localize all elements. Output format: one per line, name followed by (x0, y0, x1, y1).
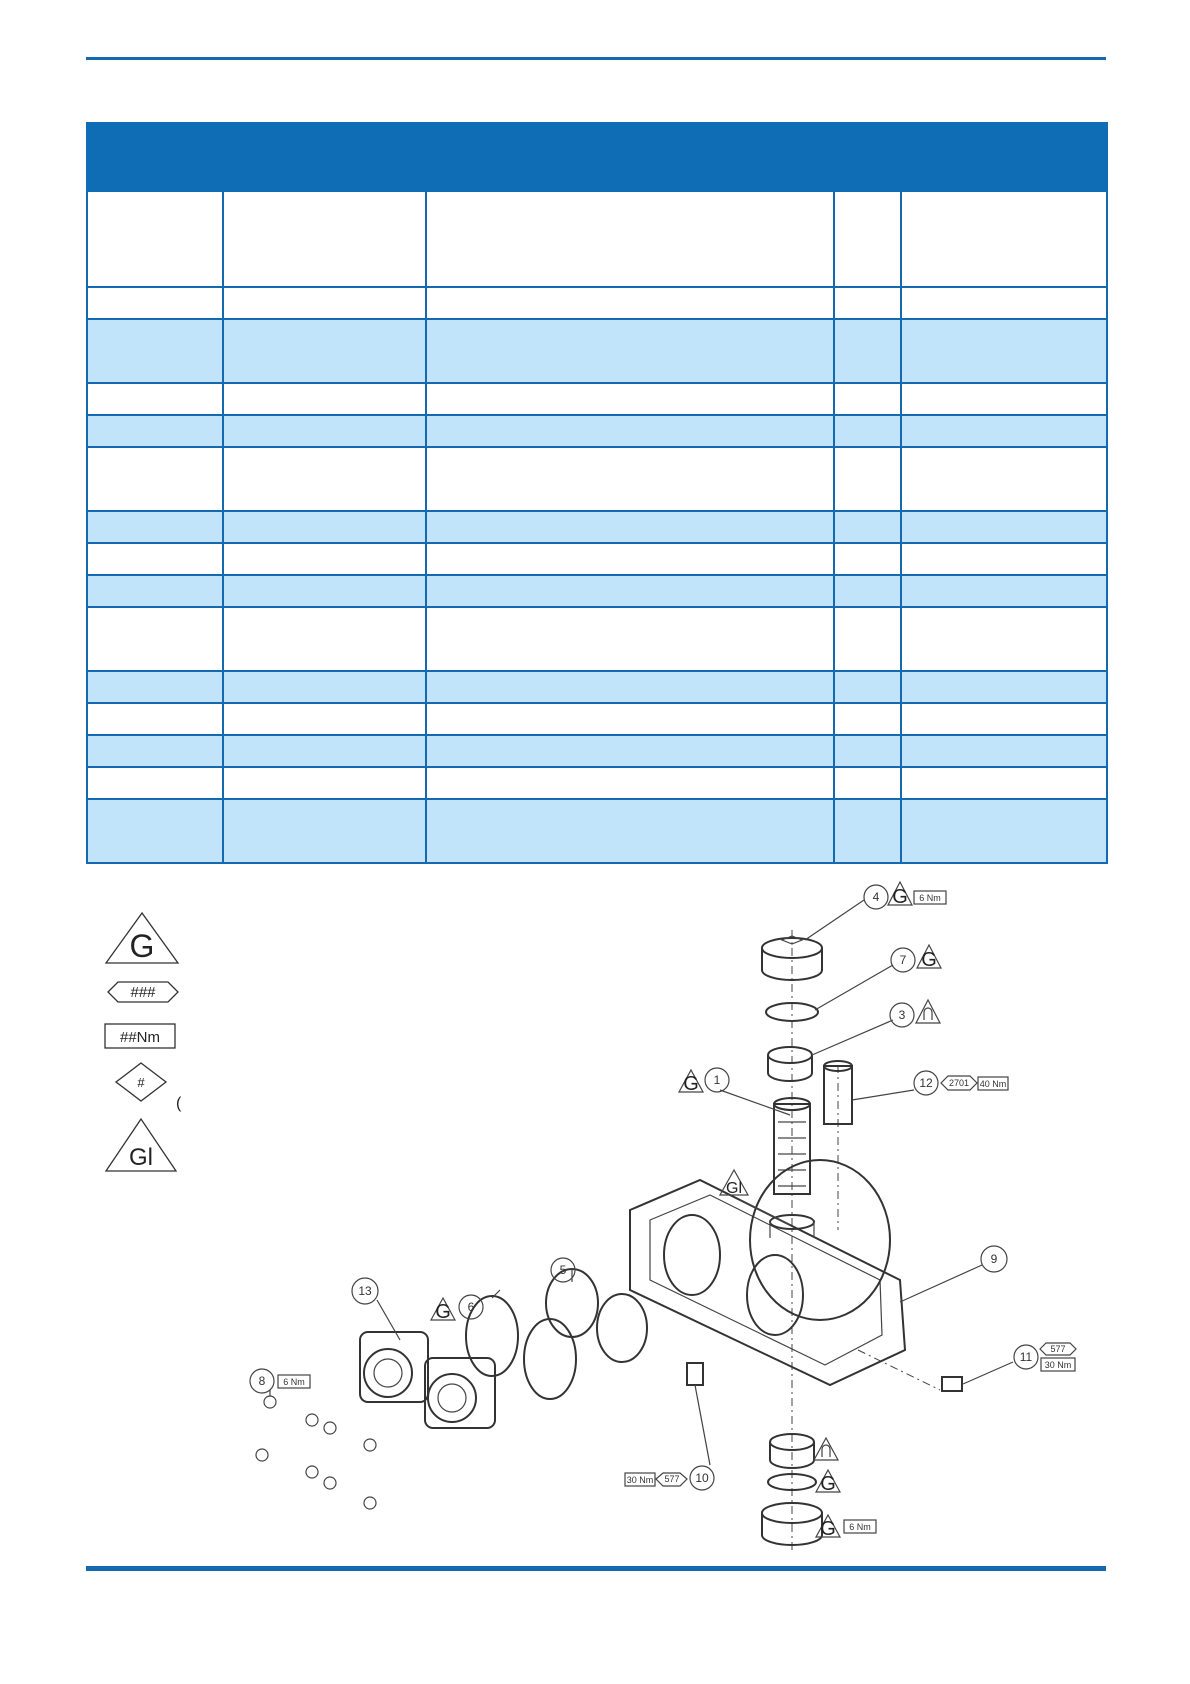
svg-text:G: G (435, 1301, 451, 1323)
svg-text:G: G (129, 928, 155, 964)
callout-8 (250, 1369, 310, 1393)
svg-text:4: 4 (872, 890, 880, 904)
callout-11 (1014, 1343, 1076, 1371)
svg-text:11: 11 (1019, 1350, 1033, 1364)
svg-text:13: 13 (358, 1284, 372, 1298)
top-rule (86, 57, 1106, 60)
magnet-part-icon (768, 1047, 812, 1081)
flange-connector-icon (360, 1332, 495, 1428)
stray-mark: ( (176, 1095, 182, 1112)
table-row (87, 191, 1107, 287)
svg-text:12: 12 (919, 1076, 933, 1090)
table-row (87, 415, 1107, 447)
plug-part-icon (687, 1363, 703, 1385)
seal-ring-icon (524, 1319, 576, 1399)
screw-set-icon (256, 1396, 376, 1509)
table-row (87, 671, 1107, 703)
table-row (87, 383, 1107, 415)
svg-text:10: 10 (695, 1471, 709, 1485)
svg-text:7: 7 (899, 953, 907, 967)
svg-text:6 Nm: 6 Nm (849, 1522, 871, 1532)
diaphragm-disc-icon (597, 1294, 647, 1362)
parts-table (86, 122, 1108, 864)
svg-text:###: ### (130, 984, 156, 1001)
svg-text:40 Nm: 40 Nm (979, 1079, 1007, 1089)
svg-text:1: 1 (713, 1073, 721, 1087)
table-row (87, 543, 1107, 575)
bottom-symbols (814, 1438, 876, 1540)
header-cell (901, 123, 1107, 191)
svg-text:3: 3 (898, 1008, 906, 1022)
table-row (87, 319, 1107, 383)
table-row (87, 735, 1107, 767)
callout-4 (864, 882, 946, 909)
svg-text:30 Nm: 30 Nm (626, 1475, 654, 1485)
magnet-icon (916, 1000, 940, 1023)
svg-text:2701: 2701 (948, 1078, 970, 1088)
header-cell (223, 123, 426, 191)
svg-text:G: G (683, 1073, 699, 1095)
table-row (87, 511, 1107, 543)
table-row (87, 799, 1107, 863)
svg-text:G: G (892, 886, 908, 908)
svg-text:577: 577 (1050, 1344, 1066, 1354)
table-row (87, 447, 1107, 511)
plug-part-icon (942, 1377, 962, 1391)
grease-triangle-icon (106, 913, 178, 964)
callout-6 (431, 1295, 483, 1323)
table-row (87, 703, 1107, 735)
svg-text:5: 5 (559, 1263, 567, 1277)
gl-triangle-icon (106, 1119, 176, 1171)
svg-text:30 Nm: 30 Nm (1044, 1360, 1072, 1370)
svg-text:6: 6 (467, 1300, 475, 1314)
header-cell (834, 123, 901, 191)
exploded-view-drawing (230, 870, 1100, 1560)
callout-7 (891, 945, 941, 972)
svg-text:##Nm: ##Nm (119, 1029, 161, 1046)
callout-9 (981, 1246, 1007, 1272)
svg-text:#: # (137, 1075, 145, 1090)
bottom-rule (86, 1566, 1106, 1571)
magnet-icon (814, 1438, 838, 1460)
table-row (87, 287, 1107, 319)
callout-10 (625, 1466, 714, 1490)
callout-1 (679, 1068, 729, 1095)
svg-text:Gl: Gl (129, 1144, 153, 1171)
svg-text:6 Nm: 6 Nm (283, 1377, 305, 1387)
pump-body-icon (630, 1160, 905, 1385)
symbol-legend (100, 905, 210, 1175)
table-header-row (87, 123, 1107, 191)
callout-12 (914, 1071, 1008, 1095)
header-cell (87, 123, 223, 191)
table-row (87, 575, 1107, 607)
item-diamond-icon (116, 1063, 166, 1101)
table-row (87, 767, 1107, 799)
svg-text:8: 8 (258, 1374, 266, 1388)
callout-13 (352, 1278, 378, 1304)
svg-text:6 Nm: 6 Nm (919, 893, 941, 903)
svg-text:9: 9 (990, 1252, 998, 1266)
loctite-hexagon-icon (108, 982, 178, 1002)
svg-text:G: G (820, 1518, 836, 1540)
table-row (87, 607, 1107, 671)
svg-text:577: 577 (664, 1474, 680, 1484)
header-cell (426, 123, 834, 191)
svg-text:Gl: Gl (726, 1180, 742, 1197)
svg-text:G: G (921, 949, 937, 971)
callout-3 (890, 1000, 940, 1027)
svg-text:G: G (820, 1473, 836, 1495)
torque-box-icon (105, 1024, 175, 1048)
